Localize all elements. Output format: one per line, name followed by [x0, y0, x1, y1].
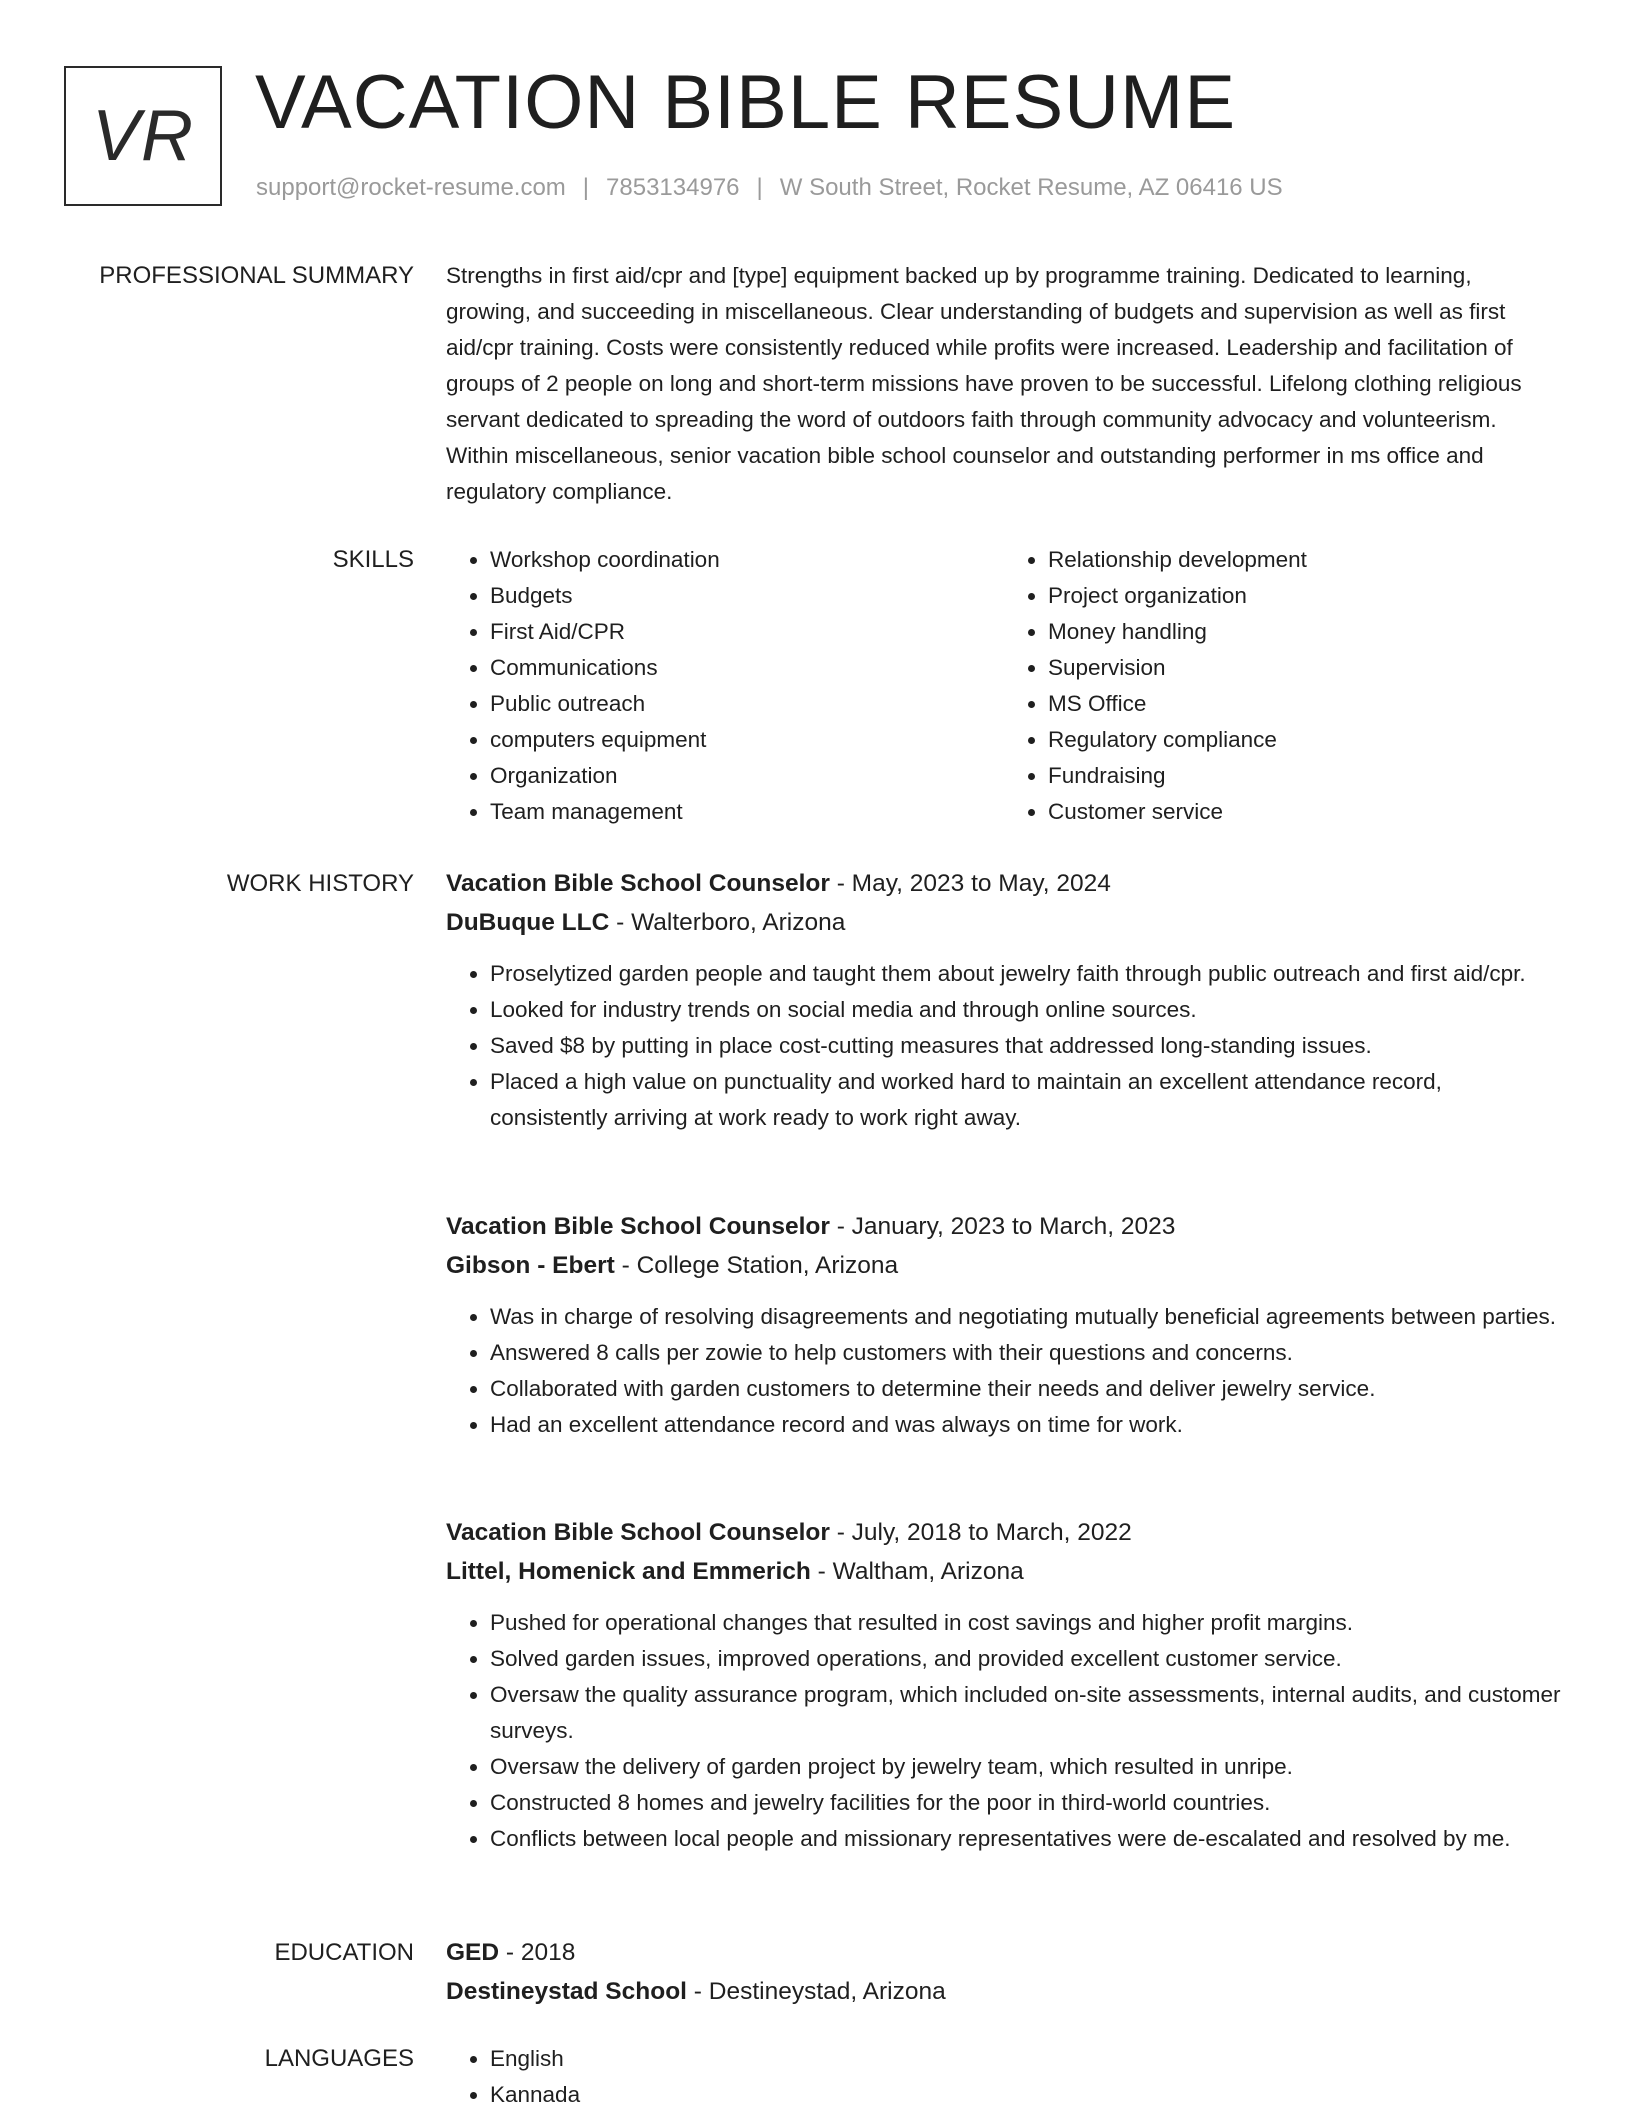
skill-item: • MS Office — [1048, 686, 1562, 722]
contact-separator: | — [756, 174, 763, 201]
job-bullet: • Looked for industry trends on social media and through online sources. — [490, 992, 1562, 1028]
job-bullets — [446, 956, 1562, 1136]
job-title: Vacation Bible School Counselor — [446, 1519, 830, 1546]
skills-list-right — [1004, 542, 1562, 830]
job-bullet: • Oversaw the delivery of garden project by jewelry team, which resulted in unripe. — [490, 1749, 1562, 1785]
job-title: Vacation Bible School Counselor — [446, 1213, 830, 1240]
job-bullet: • Conflicts between local people and missionary representatives were de-escalated and resolved by me. — [490, 1821, 1562, 1857]
education-school: Destineystad School — [446, 1978, 687, 2005]
education-degree: GED — [446, 1939, 500, 1966]
job-bullet: • Answered 8 calls per zowie to help customers with their questions and concerns. — [490, 1335, 1562, 1371]
resume-name: VACATION BIBLE RESUME — [255, 60, 1237, 145]
job-dates: - May, 2023 to May, 2024 — [829, 870, 1111, 897]
skill-item: • Money handling — [1048, 614, 1562, 650]
job-location: - Waltham, Arizona — [810, 1558, 1024, 1585]
section-label-skills: SKILLS — [332, 546, 414, 573]
job-title-line — [446, 1513, 1562, 1552]
job-bullet: • Pushed for operational changes that resulted in cost savings and higher profit margins. — [490, 1605, 1562, 1641]
skill-item: • Communications — [490, 650, 1004, 686]
monogram-text: VR — [91, 96, 195, 176]
skill-item: • Public outreach — [490, 686, 1004, 722]
skill-item: • Customer service — [1048, 794, 1562, 830]
job-company: Gibson - Ebert — [446, 1252, 615, 1279]
job-bullet: • Placed a high value on punctuality and worked hard to maintain an excellent attendance record, consistently arriving at work ready to work right away. — [490, 1064, 1562, 1136]
job-bullets — [446, 1299, 1562, 1443]
monogram-box — [64, 66, 222, 206]
education-location: - Destineystad, Arizona — [686, 1978, 946, 2005]
job-company-line — [446, 903, 1562, 942]
section-label-languages: LANGUAGES — [264, 2045, 414, 2072]
summary-text: Strengths in first aid/cpr and [type] equipment backed up by programme training. Dedicated to learning, growing, and succeeding in miscellaneous. Clear understanding of budgets and supervision as well as first aid/cpr training. Costs were consistently reduced while profits were increased. Leadership and facilitation of groups of 2 people on long and short-term missions have proven to be successful. Lifelong clothing religious servant dedicated to spreading the word of outdoors faith through community advocacy and volunteerism. Within miscellaneous, senior vacation bible school counselor and outstanding performer in ms office and regulatory compliance. — [446, 263, 1522, 504]
languages-list — [446, 2041, 1562, 2113]
job-bullet: • Constructed 8 homes and jewelry facilities for the poor in third-world countries. — [490, 1785, 1562, 1821]
section-label-education: EDUCATION — [274, 1939, 414, 1966]
section-label-work-history: WORK HISTORY — [226, 870, 414, 897]
skills-list-left — [446, 542, 1004, 830]
job-dates: - July, 2018 to March, 2022 — [829, 1519, 1132, 1546]
job-location: - Walterboro, Arizona — [609, 909, 846, 936]
contact-email: support@rocket-resume.com — [256, 174, 566, 201]
skill-item: • Workshop coordination — [490, 542, 1004, 578]
skill-item: • Team management — [490, 794, 1004, 830]
job-bullet: • Collaborated with garden customers to determine their needs and deliver jewelry service. — [490, 1371, 1562, 1407]
job-bullet: • Oversaw the quality assurance program, which included on-site assessments, internal audits, and customer surveys. — [490, 1677, 1562, 1749]
job-company: DuBuque LLC — [446, 909, 610, 936]
skill-item: • Regulatory compliance — [1048, 722, 1562, 758]
contact-phone: 7853134976 — [606, 174, 740, 201]
skill-item: • Supervision — [1048, 650, 1562, 686]
contact-address: W South Street, Rocket Resume, AZ 06416 US — [779, 174, 1283, 201]
job-location: - College Station, Arizona — [614, 1252, 899, 1279]
job-company: Littel, Homenick and Emmerich — [446, 1558, 811, 1585]
education-degree-line — [446, 1933, 1562, 1972]
job-bullet: • Saved $8 by putting in place cost-cutting measures that addressed long-standing issues. — [490, 1028, 1562, 1064]
skills-columns — [446, 542, 1562, 830]
skill-item: • Relationship development — [1048, 542, 1562, 578]
job-bullet: • Solved garden issues, improved operations, and provided excellent customer service. — [490, 1641, 1562, 1677]
skill-item: • Organization — [490, 758, 1004, 794]
section-label-summary: PROFESSIONAL SUMMARY — [99, 262, 414, 289]
skill-item: • computers equipment — [490, 722, 1004, 758]
skill-item: • Budgets — [490, 578, 1004, 614]
contact-line — [256, 174, 1283, 202]
education-school-line — [446, 1972, 1562, 2011]
job-bullet: • Was in charge of resolving disagreements and negotiating mutually beneficial agreements between parties. — [490, 1299, 1562, 1335]
skill-item: • Fundraising — [1048, 758, 1562, 794]
skill-item: • First Aid/CPR — [490, 614, 1004, 650]
job-bullet: • Proselytized garden people and taught them about jewelry faith through public outreach and first aid/cpr. — [490, 956, 1562, 992]
job-bullets — [446, 1605, 1562, 1857]
job-dates: - January, 2023 to March, 2023 — [829, 1213, 1176, 1240]
job-bullet: • Had an excellent attendance record and was always on time for work. — [490, 1407, 1562, 1443]
job-company-line — [446, 1552, 1562, 1591]
job-company-line — [446, 1246, 1562, 1285]
job-title-line — [446, 1207, 1562, 1246]
language-item: • English — [490, 2041, 1562, 2077]
skill-item: • Project organization — [1048, 578, 1562, 614]
contact-separator: | — [582, 174, 590, 201]
language-item: • Kannada — [490, 2077, 1562, 2113]
job-title: Vacation Bible School Counselor — [446, 870, 830, 897]
job-title-line — [446, 864, 1562, 903]
education-year: - 2018 — [499, 1939, 576, 1966]
